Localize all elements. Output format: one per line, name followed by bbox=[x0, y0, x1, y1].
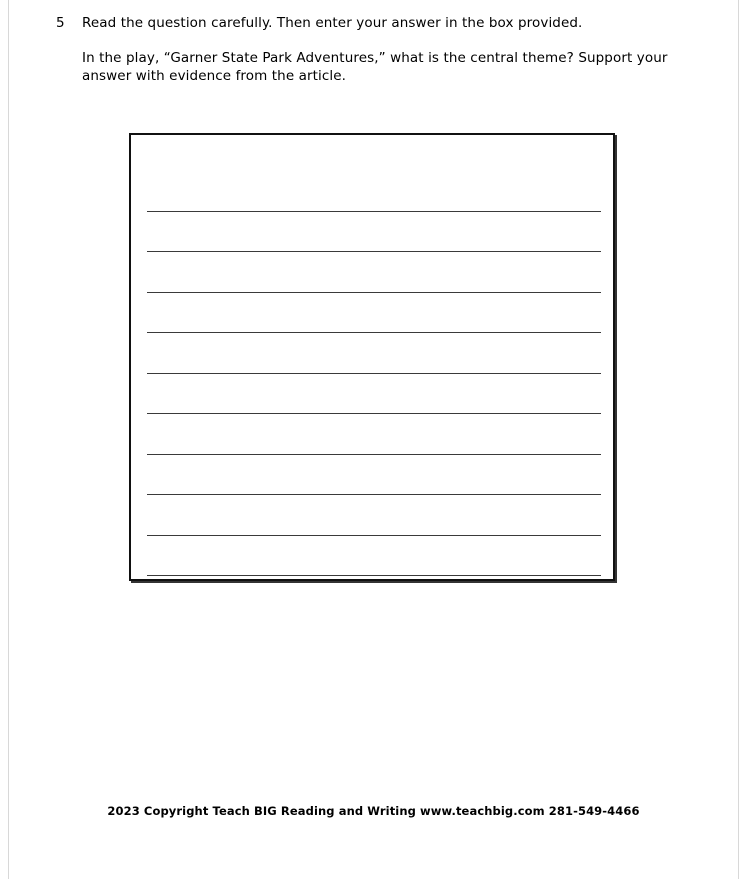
question-directions-row bbox=[56, 13, 696, 33]
question-number: 5 bbox=[56, 15, 65, 31]
page-left-edge-rule bbox=[8, 0, 9, 879]
answer-line[interactable] bbox=[147, 455, 601, 496]
answer-line[interactable] bbox=[147, 414, 601, 455]
answer-line[interactable] bbox=[147, 293, 601, 334]
answer-line[interactable] bbox=[147, 374, 601, 415]
answer-line[interactable] bbox=[147, 171, 601, 212]
question-block bbox=[56, 13, 696, 85]
question-directions: Read the question carefully. Then enter your answer in the box provided. bbox=[82, 15, 583, 31]
answer-line[interactable] bbox=[147, 536, 601, 577]
answer-line[interactable] bbox=[147, 333, 601, 374]
answer-line[interactable] bbox=[147, 252, 601, 293]
footer-copyright: 2023 Copyright Teach BIG Reading and Writing www.teachbig.com 281-549-4466 bbox=[107, 804, 640, 818]
answer-line[interactable] bbox=[147, 212, 601, 253]
answer-box[interactable] bbox=[129, 133, 615, 581]
answer-lines bbox=[147, 171, 601, 576]
answer-line[interactable] bbox=[147, 495, 601, 536]
question-prompt: In the play, “Garner State Park Adventures,” what is the central theme? Support your answer with evidence from the article. bbox=[82, 50, 668, 84]
page-right-edge-rule bbox=[738, 0, 739, 879]
